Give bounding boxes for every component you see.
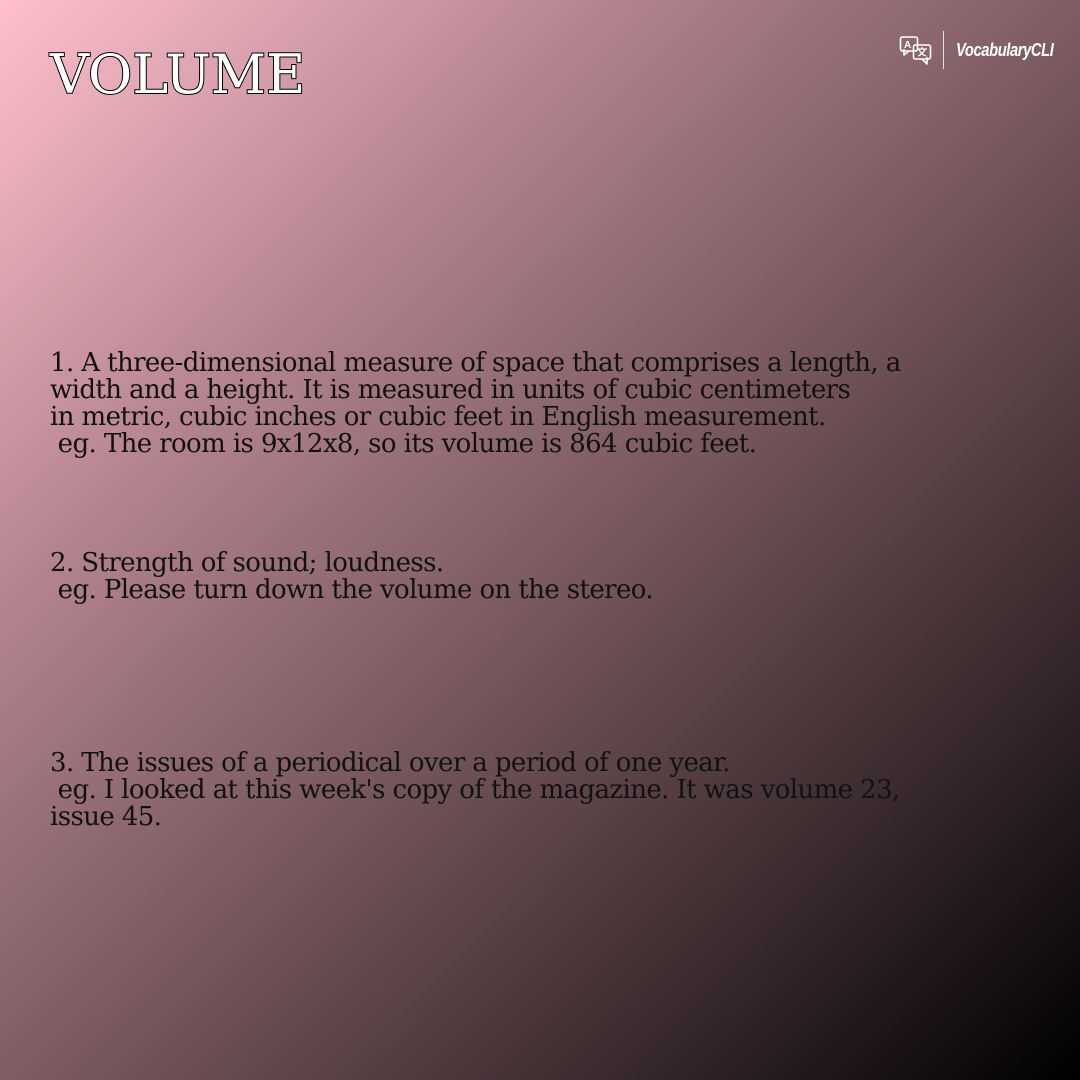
brand-divider: [943, 31, 944, 69]
definition-line: 1. A three-dimensional measure of space that comprises a length, a: [50, 348, 901, 378]
definition-example: eg. I looked at this week's copy of the magazine. It was volume 23,: [50, 775, 900, 805]
definition-example: eg. Please turn down the volume on the stereo.: [50, 575, 654, 605]
definition-example: issue 45.: [50, 802, 162, 832]
definition-line: 3. The issues of a periodical over a period of one year.: [50, 748, 730, 778]
definition-example: eg. The room is 9x12x8, so its volume is 864 cubic feet.: [50, 429, 757, 459]
definition-line: in metric, cubic inches or cubic feet in English measurement.: [50, 402, 826, 432]
word-title: VOLUME: [50, 43, 306, 106]
brand-name: VocabularyCLI: [956, 39, 1054, 60]
definition-2: [50, 550, 970, 604]
definition-line: 2. Strength of sound; loudness.: [50, 548, 444, 578]
definition-3: [50, 750, 970, 831]
definition-line: width and a height. It is measured in units of cubic centimeters: [50, 375, 851, 405]
svg-text:A: A: [904, 40, 912, 51]
brand-logo: [899, 30, 1054, 70]
definition-1: [50, 350, 970, 458]
translate-icon: [899, 34, 933, 66]
